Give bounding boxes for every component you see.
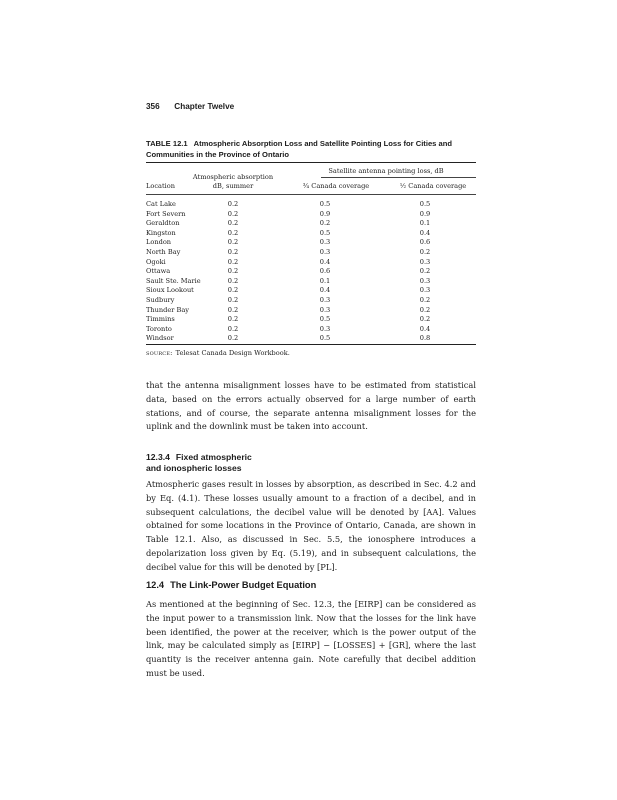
cell-value: 0.2 [419,247,431,256]
cell-value: 0.2 [227,200,239,208]
table-row [146,229,476,239]
section-number: 12.3.4 [146,452,170,462]
section-heading-12-3-4 [146,452,252,474]
cell-location: Kingston [146,228,176,237]
table-row [146,306,476,316]
pointing-group-rule [321,177,476,178]
cell-value: 0.3 [319,295,331,304]
cell-value: 0.2 [227,228,239,237]
table-title: Atmospheric Absorption Loss and Satellite Pointing Loss for Cities and Communities in the Province of Ontario [146,139,452,159]
cell-value: 0.2 [419,295,431,304]
header-absorption-line2: dB, summer [212,182,254,190]
cell-value: 0.4 [319,286,331,295]
cell-location: Sault Ste. Marie [146,276,201,285]
cell-location: Windsor [146,334,174,343]
table-bottom-rule [146,344,476,345]
cell-value: 0.2 [227,267,239,276]
cell-value: 0.2 [419,267,431,276]
cell-value: 0.3 [319,238,331,247]
table-row [146,296,476,306]
table-row [146,258,476,268]
cell-value: 0.2 [227,295,239,304]
cell-value: 0.2 [227,305,239,314]
page-number: 356 [146,102,160,111]
section-title: The Link-Power Budget Equation [170,580,317,590]
cell-value: 0.4 [319,257,331,266]
cell-value: 0.2 [227,286,239,295]
cell-value: 0.2 [227,209,239,218]
table-row [146,267,476,277]
cell-value: 0.3 [319,247,331,256]
table-body [146,200,476,344]
cell-value: 0.3 [319,324,331,333]
cell-value: 0.2 [227,276,239,285]
table-header-rule [146,194,476,195]
cell-value: 0.3 [319,305,331,314]
cell-location: Toronto [146,324,172,333]
cell-location: Sioux Lookout [146,286,194,295]
section-heading-12-4 [146,580,316,591]
cell-location: North Bay [146,247,181,256]
cell-value: 0.1 [419,219,431,228]
header-coverage-quarter: ¾ Canada coverage [302,182,370,190]
paragraph-link-power-budget: As mentioned at the beginning of Sec. 12.3, the [EIRP] can be considered as the input power to a transmission link. Now that the losses for the link have been identified, the power at the receiver, which is the power output of the link, may be calculated simply as [EIRP] − [LOSSES] + [GR], where the last quantity is the receiver antenna gain. Note carefully that decibel addition must be used. [146,599,476,678]
running-head [146,102,234,111]
cell-location: Geraldton [146,219,180,228]
cell-value: 0.2 [227,238,239,247]
table-row [146,200,476,210]
section-title-line2: and ionospheric losses [146,463,242,473]
table-row [146,248,476,258]
source-text: Telesat Canada Design Workbook. [175,349,290,357]
cell-location: Sudbury [146,295,175,304]
table-caption [146,138,476,160]
table-row [146,277,476,287]
cell-value: 0.6 [319,267,331,276]
cell-value: 0.8 [419,334,431,343]
cell-value: 0.2 [419,305,431,314]
cell-location: Ogoki [146,257,166,266]
cell-value: 0.4 [419,228,431,237]
cell-value: 0.5 [319,315,331,324]
chapter-title: Chapter Twelve [174,102,235,111]
table-row [146,334,476,344]
cell-value: 0.2 [419,315,431,324]
cell-value: 0.3 [419,276,431,285]
cell-value: 0.3 [419,286,431,295]
cell-value: 0.5 [319,334,331,343]
header-location: Location [146,182,175,190]
section-number: 12.4 [146,580,165,590]
cell-value: 0.2 [227,315,239,324]
section-title-line1: Fixed atmospheric [175,452,252,462]
cell-location: Cat Lake [146,200,176,208]
cell-value: 0.2 [227,334,239,343]
cell-value: 0.9 [319,209,331,218]
table-row [146,286,476,296]
table-label: TABLE 12.1 [146,139,188,148]
table-row [146,325,476,335]
cell-value: 0.2 [227,247,239,256]
table-row [146,315,476,325]
source-label: source: [146,349,173,357]
cell-value: 0.9 [419,209,431,218]
cell-location: Thunder Bay [146,305,190,314]
table-row [146,238,476,248]
header-pointing-group: Satellite antenna pointing loss, dB [328,167,444,175]
cell-value: 0.2 [227,257,239,266]
cell-location: Timmins [146,315,175,324]
cell-value: 0.6 [419,238,431,247]
cell-value: 0.5 [319,200,331,208]
table-top-rule [146,162,476,163]
table-row [146,210,476,220]
cell-value: 0.2 [227,324,239,333]
cell-value: 0.3 [419,257,431,266]
header-coverage-half: ½ Canada coverage [399,182,467,190]
paragraph-misalignment: that the antenna misalignment losses have to be estimated from statistical data, based on the errors actually observed for a large number of earth stations, and of course, the separate antenna misalignment losses for the uplink and the downlink must be taken into account. [146,380,476,432]
cell-value: 0.5 [319,228,331,237]
cell-value: 0.2 [319,219,331,228]
table-source [146,349,290,357]
cell-value: 0.5 [419,200,431,208]
header-absorption-line1: Atmospheric absorption [192,173,274,181]
cell-value: 0.1 [319,276,331,285]
paragraph-atmospheric-losses: Atmospheric gases result in losses by absorption, as described in Sec. 4.2 and by Eq. (4.1). These losses usually amount to a fraction of a decibel, and in subsequent calculations, the decibel value will be denoted by [AA]. Values obtained for some locations in the Province of Ontario, Canada, are shown in Table 12.1. Also, as discussed in Sec. 5.5, the ionosphere introduces a depolarization loss given by Eq. (5.19), and in subsequent calculations, the decibel value for this will be denoted by [PL]. [146,479,476,572]
cell-location: Fort Severn [146,209,186,218]
cell-location: Ottawa [146,267,171,276]
cell-location: London [146,238,172,247]
cell-value: 0.2 [227,219,239,228]
table-row [146,219,476,229]
cell-value: 0.4 [419,324,431,333]
